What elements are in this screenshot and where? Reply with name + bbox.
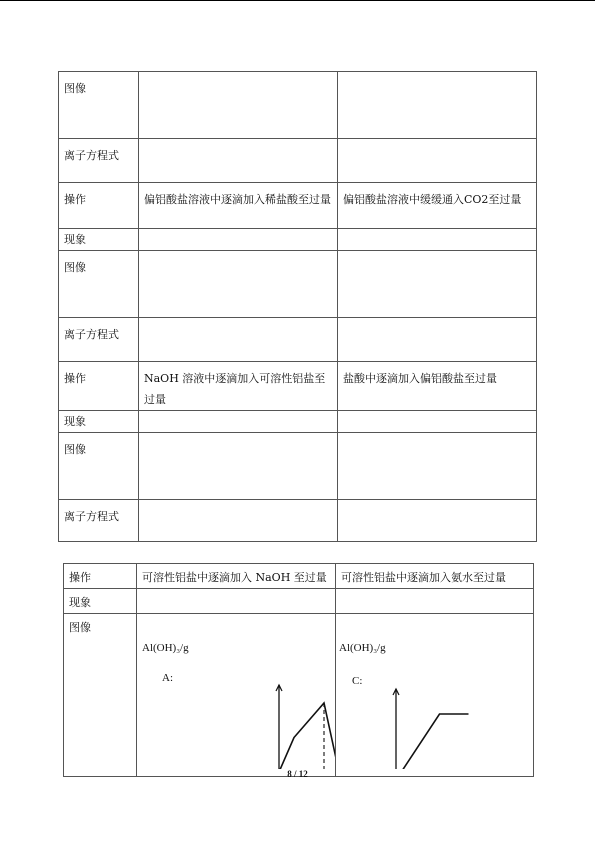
table-row: [64, 589, 534, 614]
cell: [139, 251, 338, 318]
data-line: [396, 714, 469, 769]
row-label: 现象: [59, 411, 139, 433]
cell: [139, 229, 338, 251]
cell: [338, 251, 537, 318]
table-row: [59, 139, 537, 183]
reaction-table-1: [58, 71, 537, 542]
table-row: [59, 183, 537, 229]
table-row: [59, 229, 537, 251]
row-label: 图像: [59, 72, 139, 139]
graph-c-tag: C:: [352, 675, 363, 687]
graph-c-ylabel: Al(OH)₃/g: [339, 642, 386, 654]
row-label: 操作: [64, 564, 137, 589]
table-row: [59, 362, 537, 411]
cell: [139, 318, 338, 362]
cell: 可溶性铝盐中逐滴加入氨水至过量: [336, 564, 534, 589]
cell: NaOH 溶液中逐滴加入可溶性铝盐至过量: [139, 362, 338, 411]
table-row: [59, 500, 537, 542]
cell: [137, 589, 336, 614]
cell: [139, 500, 338, 542]
cell: [336, 589, 534, 614]
cell-graph-c: [336, 614, 534, 777]
cell: [139, 139, 338, 183]
cell: [338, 433, 537, 500]
cell: 盐酸中逐滴加入偏铝酸盐至过量: [338, 362, 537, 411]
page-top-rule: [0, 0, 595, 1]
page-number: 8 / 12: [287, 769, 308, 779]
graph-c: [336, 614, 534, 769]
row-label: 现象: [59, 229, 139, 251]
graph-a-tag: A:: [162, 672, 173, 684]
cell: 可溶性铝盐中逐滴加入 NaOH 至过量: [137, 564, 336, 589]
table-row: [64, 614, 534, 777]
row-label: 离子方程式: [59, 139, 139, 183]
table-row: [59, 433, 537, 500]
row-label: 现象: [64, 589, 137, 614]
table-row: [59, 251, 537, 318]
table-row: [59, 318, 537, 362]
row-label: 图像: [64, 614, 137, 777]
cell: 偏铝酸盐溶液中缓缓通入CO2至过量: [338, 183, 537, 229]
cell-graph-a: [137, 614, 336, 777]
table-row: [64, 564, 534, 589]
reaction-table-2: [63, 563, 534, 777]
cell: [338, 318, 537, 362]
cell: [338, 229, 537, 251]
graph-a-ylabel: Al(OH)₃/g: [142, 642, 189, 654]
cell: [338, 411, 537, 433]
cell: [139, 411, 338, 433]
cell: 偏铝酸盐溶液中逐滴加入稀盐酸至过量: [139, 183, 338, 229]
cell: [338, 72, 537, 139]
row-label: 离子方程式: [59, 318, 139, 362]
cell: [139, 72, 338, 139]
graph-a: [137, 614, 336, 769]
row-label: 图像: [59, 433, 139, 500]
cell: [338, 500, 537, 542]
table-row: [59, 72, 537, 139]
row-label: 操作: [59, 183, 139, 229]
cell: [338, 139, 537, 183]
table-row: [59, 411, 537, 433]
row-label: 操作: [59, 362, 139, 411]
row-label: 图像: [59, 251, 139, 318]
cell: [139, 433, 338, 500]
row-label: 离子方程式: [59, 500, 139, 542]
data-line: [279, 703, 336, 769]
